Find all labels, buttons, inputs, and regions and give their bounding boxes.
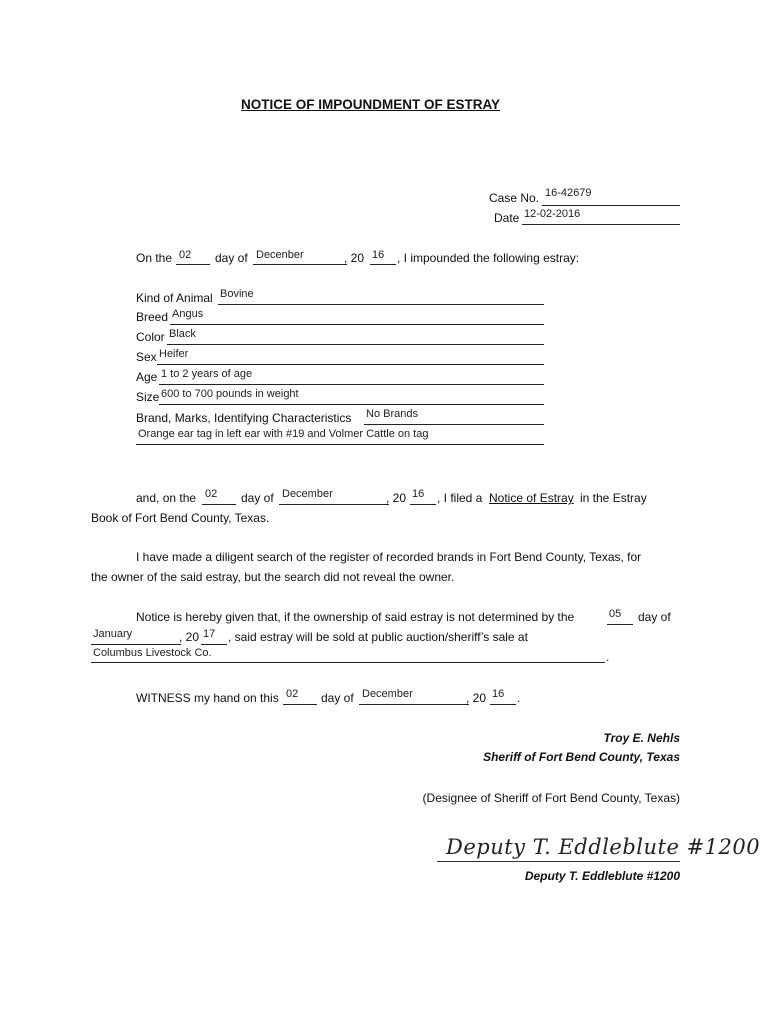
kind-line — [218, 304, 544, 305]
notice-day-line — [607, 624, 633, 625]
date-line — [522, 224, 680, 225]
notice-day-of: day of — [638, 610, 671, 624]
notice-tail: , said estray will be sold at public auction/sheriff’s sale at — [228, 630, 528, 644]
impound-day-line — [176, 264, 210, 265]
notice-location-value[interactable]: Columbus Livestock Co. — [93, 647, 212, 659]
witness-period: . — [517, 691, 521, 705]
impound-tail: , I impounded the following estray: — [397, 251, 580, 265]
filed-year-prefix: , 20 — [386, 491, 407, 505]
search-line1: I have made a diligent search of the register of recorded brands in Fort Bend County, Texas, for — [136, 550, 642, 564]
notice-of-estray-link[interactable]: Notice of Estray — [489, 491, 574, 505]
notice-day-value[interactable]: 05 — [609, 608, 622, 620]
impound-year-prefix: , 20 — [344, 251, 365, 265]
age-line — [159, 384, 544, 385]
notice-line1: Notice is hereby given that, if the ownership of said estray is not determined by the — [136, 610, 575, 624]
filed-year-value[interactable]: 16 — [412, 488, 425, 500]
filed-mid: , I filed a — [437, 491, 483, 505]
witness-year-prefix: , 20 — [466, 691, 487, 705]
color-line — [167, 344, 544, 345]
date-label: Date — [494, 211, 520, 225]
filed-day-value[interactable]: 02 — [205, 488, 218, 500]
brand-label: Brand, Marks, Identifying Characteristics — [136, 411, 352, 425]
notice-location-line — [91, 662, 605, 663]
impound-on-the: On the — [136, 251, 173, 265]
breed-line — [170, 324, 544, 325]
document-title: NOTICE OF IMPOUNDMENT OF ESTRAY — [241, 97, 501, 112]
witness-prefix: WITNESS my hand on this — [136, 691, 279, 705]
search-line2: the owner of the said estray, but the search did not reveal the owner. — [91, 570, 455, 584]
sex-line — [157, 364, 544, 365]
sheriff-name: Troy E. Nehls — [603, 731, 680, 745]
brand-line — [364, 424, 544, 425]
notice-month-value[interactable]: January — [93, 628, 133, 640]
filed-tail: in the Estray — [580, 491, 647, 505]
filed-day-of: day of — [241, 491, 274, 505]
witness-day-value[interactable]: 02 — [286, 688, 299, 700]
witness-month-line — [359, 704, 469, 705]
age-value[interactable]: 1 to 2 years of age — [161, 368, 253, 380]
filed-month-value[interactable]: December — [282, 488, 333, 500]
date-value[interactable]: 12-02-2016 — [524, 208, 581, 220]
notice-month-line — [91, 644, 181, 645]
impound-year-value[interactable]: 16 — [372, 249, 385, 261]
impound-day-value[interactable]: 02 — [179, 249, 192, 261]
size-label: Size — [136, 390, 160, 404]
brand-value[interactable]: No Brands — [366, 408, 418, 420]
case-number-line — [542, 205, 680, 206]
filed-day-line — [202, 504, 236, 505]
impound-year-line — [370, 264, 396, 265]
kind-value[interactable]: Bovine — [220, 288, 254, 300]
breed-label: Breed — [136, 310, 169, 324]
age-label: Age — [136, 370, 158, 384]
case-number-value[interactable]: 16-42679 — [545, 187, 592, 199]
filed-line2: Book of Fort Bend County, Texas. — [91, 511, 270, 525]
sex-label: Sex — [136, 350, 157, 364]
filed-year-line — [410, 504, 436, 505]
filed-month-line — [279, 504, 389, 505]
impound-day-of: day of — [215, 251, 248, 265]
notice-year-value[interactable]: 17 — [203, 628, 216, 640]
case-number-label: Case No. — [489, 191, 540, 205]
sheriff-title: Sheriff of Fort Bend County, Texas — [483, 750, 680, 764]
designee-text: (Designee of Sheriff of Fort Bend County, Texas) — [422, 791, 680, 805]
size-value[interactable]: 600 to 700 pounds in weight — [161, 388, 299, 400]
notice-year-line — [201, 644, 227, 645]
handwritten-signature: Deputy T. Eddleblute #1200 — [446, 835, 761, 859]
witness-year-line — [490, 704, 516, 705]
sex-value[interactable]: Heifer — [159, 348, 189, 360]
color-value[interactable]: Black — [169, 328, 196, 340]
extra-characteristics-value[interactable]: Orange ear tag in left ear with #19 and Volmer Cattle on tag — [138, 428, 429, 440]
extra-line — [136, 444, 544, 445]
filed-and-on-the: and, on the — [136, 491, 197, 505]
signature-line — [437, 861, 680, 862]
impound-month-value[interactable]: Decenber — [256, 249, 304, 261]
deputy-name: Deputy T. Eddleblute #1200 — [524, 869, 680, 883]
notice-period: . — [606, 650, 610, 664]
color-label: Color — [136, 330, 165, 344]
breed-value[interactable]: Angus — [172, 308, 204, 320]
witness-month-value[interactable]: December — [362, 688, 413, 700]
witness-day-line — [283, 704, 317, 705]
witness-day-of: day of — [321, 691, 354, 705]
impound-month-line — [253, 264, 347, 265]
witness-year-value[interactable]: 16 — [492, 688, 505, 700]
notice-year-prefix: , 20 — [179, 630, 200, 644]
kind-label: Kind of Animal — [136, 291, 213, 305]
size-line — [159, 404, 544, 405]
